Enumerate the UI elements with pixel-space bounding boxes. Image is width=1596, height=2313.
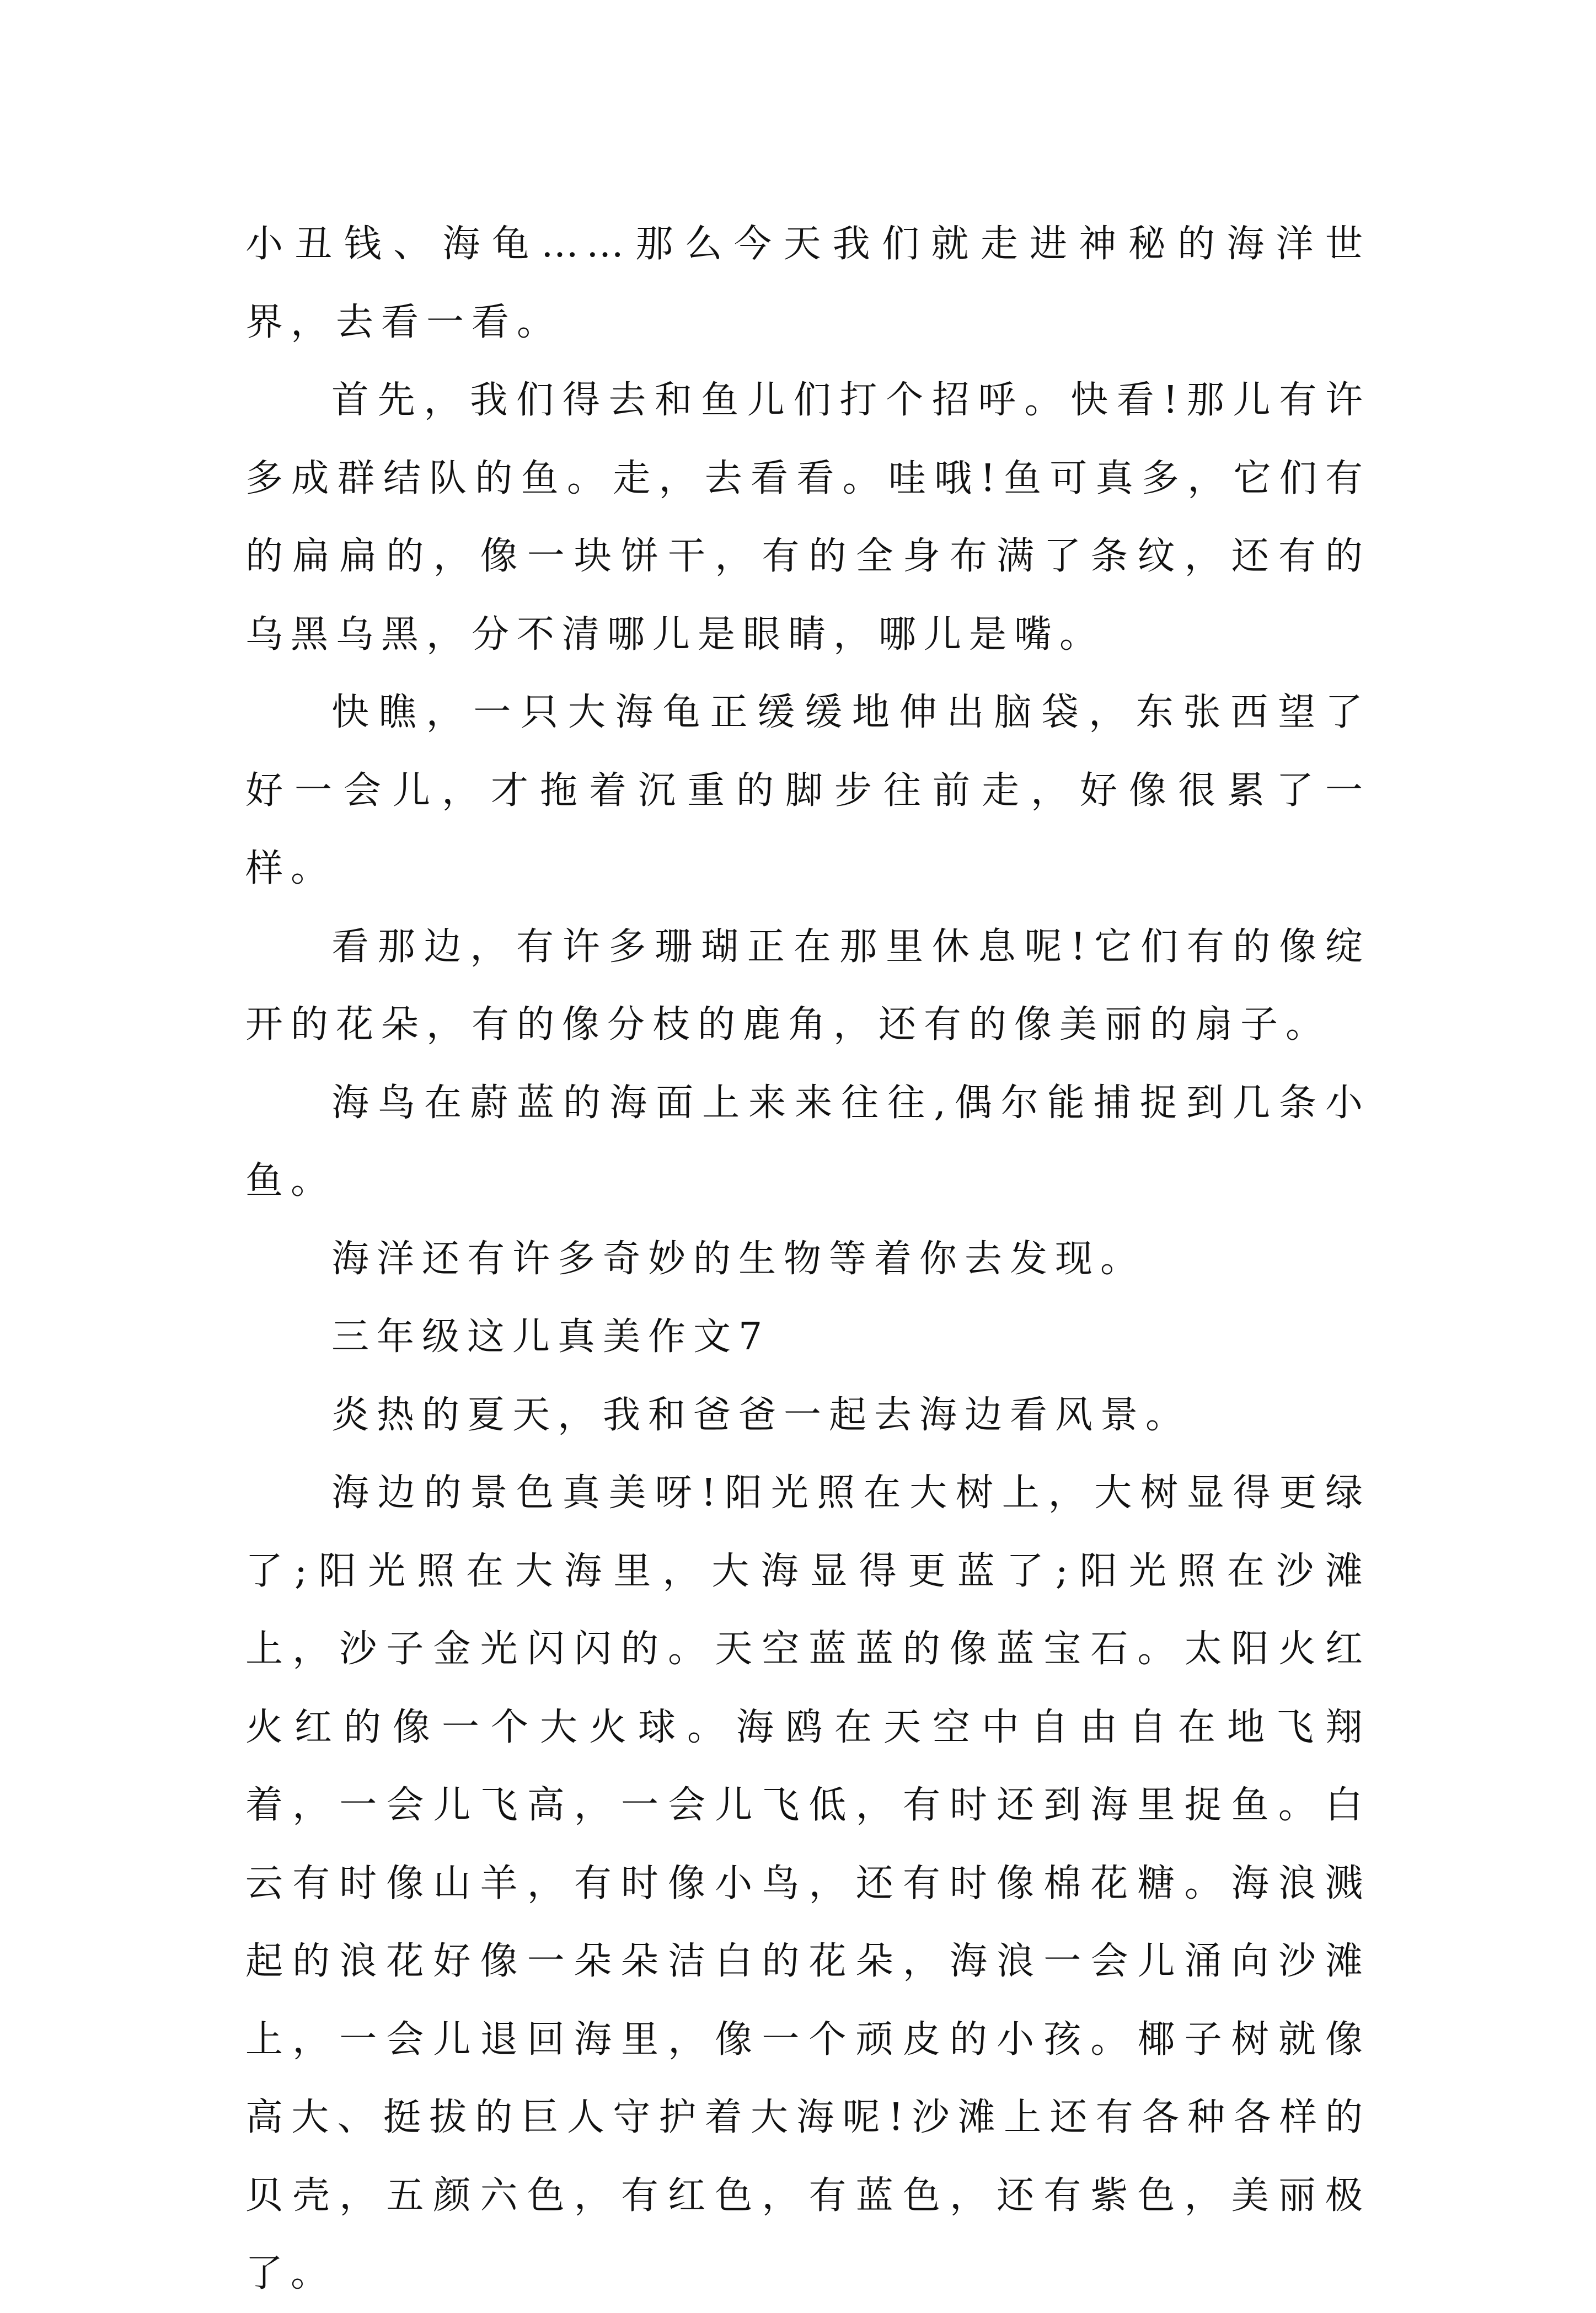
paragraph-2: 首先，我们得去和鱼儿们打个招呼。快看!那儿有许多成群结队的鱼。走，去看看。哇哦!鱼可真多，它们有的扁扁的，像一块饼干，有的全身布满了条纹，还有的乌黑乌黑，分不清哪儿是眼睛，哪儿是嘴。 — [245, 378, 1370, 656]
paragraph-5: 海鸟在蔚蓝的海面上来来往往,偶尔能捕捉到几条小鱼。 — [245, 1081, 1370, 1203]
paragraph-7: 炎热的夏天，我和爸爸一起去海边看风景。 — [331, 1393, 1191, 1437]
paragraph-8: 海边的景色真美呀!阳光照在大树上，大树显得更绿了;阳光照在大海里，大海显得更蓝了;阳光照在沙滩上，沙子金光闪闪的。天空蓝蓝的像蓝宝石。太阳火红火红的像一个大火球。海鸥在天空中自由自在地飞翔着，一会儿飞高，一会儿飞低，有时还到海里捉鱼。白云有时像山羊，有时像小鸟，还有时像棉花糖。海浪溅起的浪花好像一朵朵洁白的花朵，海浪一会儿涌向沙滩上，一会儿退回海里，像一个顽皮的小孩。椰子树就像高大、挺拔的巨人守护着大海呢!沙滩上还有各种各样的贝壳，五颜六色，有红色，有蓝色，还有紫色，美丽极了。 — [245, 1471, 1370, 2295]
paragraph-6: 海洋还有许多奇妙的生物等着你去发现。 — [331, 1237, 1146, 1281]
section-heading: 三年级这儿真美作文7 — [331, 1315, 770, 1359]
paragraph-3: 快瞧，一只大海龟正缓缓地伸出脑袋，东张西望了好一会儿，才拖着沉重的脚步往前走，好像很累了一样。 — [245, 691, 1370, 890]
paragraph-4: 看那边，有许多珊瑚正在那里休息呢!它们有的像绽开的花朵，有的像分枝的鹿角，还有的像美丽的扇子。 — [245, 925, 1370, 1046]
paragraph-1: 小丑钱、海龟……那么今天我们就走进神秘的海洋世界，去看一看。 — [245, 222, 1370, 344]
document-body — [245, 205, 1370, 2313]
